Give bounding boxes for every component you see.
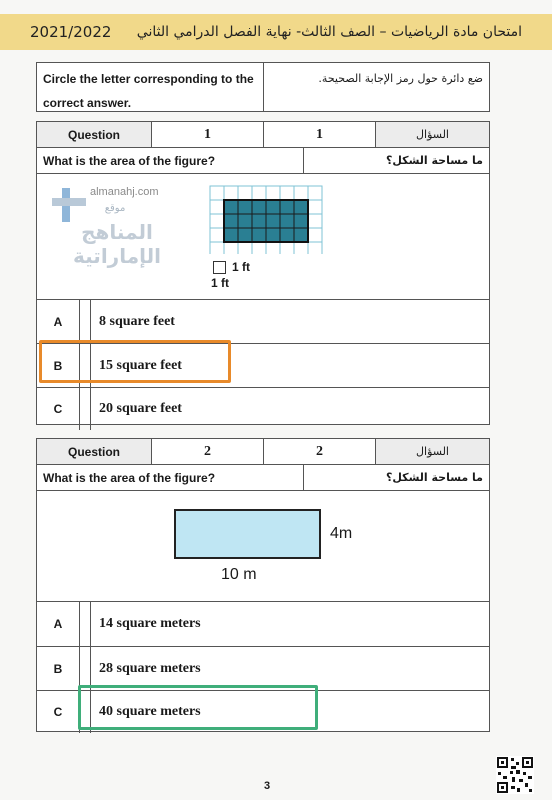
option-a[interactable] bbox=[37, 602, 489, 647]
exam-title-banner bbox=[0, 14, 552, 50]
unit-box-label: 1 ft bbox=[232, 260, 250, 274]
page-number: 3 bbox=[264, 780, 271, 792]
grid-cell bbox=[308, 186, 322, 200]
qr-code-icon bbox=[496, 756, 534, 794]
shaded-grid-cell bbox=[294, 214, 308, 228]
question-label: Question bbox=[37, 122, 152, 147]
grid-cell bbox=[280, 186, 294, 200]
grid-cell bbox=[210, 228, 224, 242]
rectangle-figure bbox=[174, 509, 321, 559]
option-letter[interactable]: A bbox=[37, 602, 80, 646]
shaded-grid-cell bbox=[252, 200, 266, 214]
grid-cell bbox=[210, 214, 224, 228]
exam-title: امتحان مادة الرياضيات – الصف الثالث- نهاية الفصل الدرامي الثاني bbox=[136, 24, 522, 40]
grid-cell bbox=[210, 186, 224, 200]
option-text: 28 square meters bbox=[99, 660, 201, 676]
option-letter[interactable]: B bbox=[37, 647, 80, 690]
question-text-ar: ما مساحة الشكل؟ bbox=[385, 471, 483, 484]
question-label: Question bbox=[37, 439, 152, 464]
question-2-prompt-row bbox=[37, 465, 489, 491]
watermark-line1: موقع bbox=[104, 203, 126, 214]
shaded-grid-cell bbox=[224, 214, 238, 228]
instructions-english: Circle the letter corresponding to the correct answer. bbox=[37, 63, 264, 111]
question-label-ar: السؤال bbox=[376, 439, 489, 464]
grid-cell bbox=[238, 242, 252, 254]
option-letter[interactable]: C bbox=[37, 691, 80, 733]
instructions-box bbox=[36, 62, 490, 112]
option-text: 40 square meters bbox=[99, 704, 201, 719]
grid-cell bbox=[294, 242, 308, 254]
instructions-arabic: ضع دائرة حول رمز الإجابة الصحيحة. bbox=[318, 72, 483, 85]
grid-cell bbox=[210, 242, 224, 254]
grid-cell bbox=[280, 242, 294, 254]
option-text: 8 square feet bbox=[99, 313, 175, 329]
answer-highlight-q2 bbox=[78, 685, 318, 730]
unit-square-icon bbox=[213, 261, 226, 274]
shaded-grid-cell bbox=[266, 228, 280, 242]
grid-cell bbox=[224, 242, 238, 254]
shaded-grid-cell bbox=[224, 200, 238, 214]
shaded-grid-cell bbox=[238, 200, 252, 214]
grid-figure bbox=[208, 184, 328, 254]
option-letter[interactable]: A bbox=[37, 300, 80, 343]
option-c[interactable] bbox=[37, 388, 489, 430]
shaded-grid-cell bbox=[280, 228, 294, 242]
shaded-grid-cell bbox=[266, 214, 280, 228]
grid-cell bbox=[252, 242, 266, 254]
question-number: 2 bbox=[152, 439, 264, 464]
grid-cell bbox=[266, 242, 280, 254]
question-1-prompt-row bbox=[37, 148, 489, 174]
shaded-grid-cell bbox=[238, 214, 252, 228]
question-number-ar: 2 bbox=[264, 439, 376, 464]
question-number: 1 bbox=[152, 122, 264, 147]
grid-cell bbox=[308, 214, 322, 228]
option-a[interactable] bbox=[37, 300, 489, 344]
shaded-grid-cell bbox=[238, 228, 252, 242]
question-2-header bbox=[37, 439, 489, 465]
option-letter[interactable]: C bbox=[37, 388, 80, 430]
option-text: 14 square meters bbox=[99, 616, 201, 631]
shaded-grid-cell bbox=[294, 228, 308, 242]
shaded-grid-cell bbox=[280, 200, 294, 214]
grid-cell bbox=[308, 242, 322, 254]
exam-year: 2021/2022 bbox=[30, 23, 112, 41]
question-text: What is the area of the figure? bbox=[37, 465, 304, 490]
height-label: 4m bbox=[330, 525, 353, 542]
question-number-ar: 1 bbox=[264, 122, 376, 147]
shaded-grid-cell bbox=[252, 214, 266, 228]
answer-highlight-q1 bbox=[39, 340, 231, 383]
option-text: 15 square feet bbox=[99, 357, 182, 373]
grid-cell bbox=[224, 186, 238, 200]
shaded-grid-cell bbox=[294, 200, 308, 214]
option-text: 20 square feet bbox=[99, 401, 182, 416]
question-text: What is the area of the figure? bbox=[37, 148, 304, 173]
shaded-grid-cell bbox=[224, 228, 238, 242]
question-2-figure bbox=[37, 491, 489, 602]
shaded-grid-cell bbox=[266, 200, 280, 214]
option-letter[interactable]: B bbox=[37, 344, 80, 387]
shaded-grid-cell bbox=[252, 228, 266, 242]
question-text-ar: ما مساحة الشكل؟ bbox=[385, 154, 483, 167]
grid-cell bbox=[238, 186, 252, 200]
grid-cell bbox=[210, 200, 224, 214]
watermark-line2: المناهج الإماراتية bbox=[73, 220, 161, 268]
grid-cell bbox=[308, 200, 322, 214]
question-label-ar: السؤال bbox=[376, 122, 489, 147]
grid-cell bbox=[308, 228, 322, 242]
grid-cell bbox=[266, 186, 280, 200]
question-1-header bbox=[37, 122, 489, 148]
shaded-grid-cell bbox=[280, 214, 294, 228]
grid-cell bbox=[294, 186, 308, 200]
width-label: 10 m bbox=[221, 566, 257, 583]
unit-side-label: 1 ft bbox=[211, 276, 229, 290]
watermark-site: almanahj.com bbox=[90, 186, 159, 198]
grid-cell bbox=[252, 186, 266, 200]
